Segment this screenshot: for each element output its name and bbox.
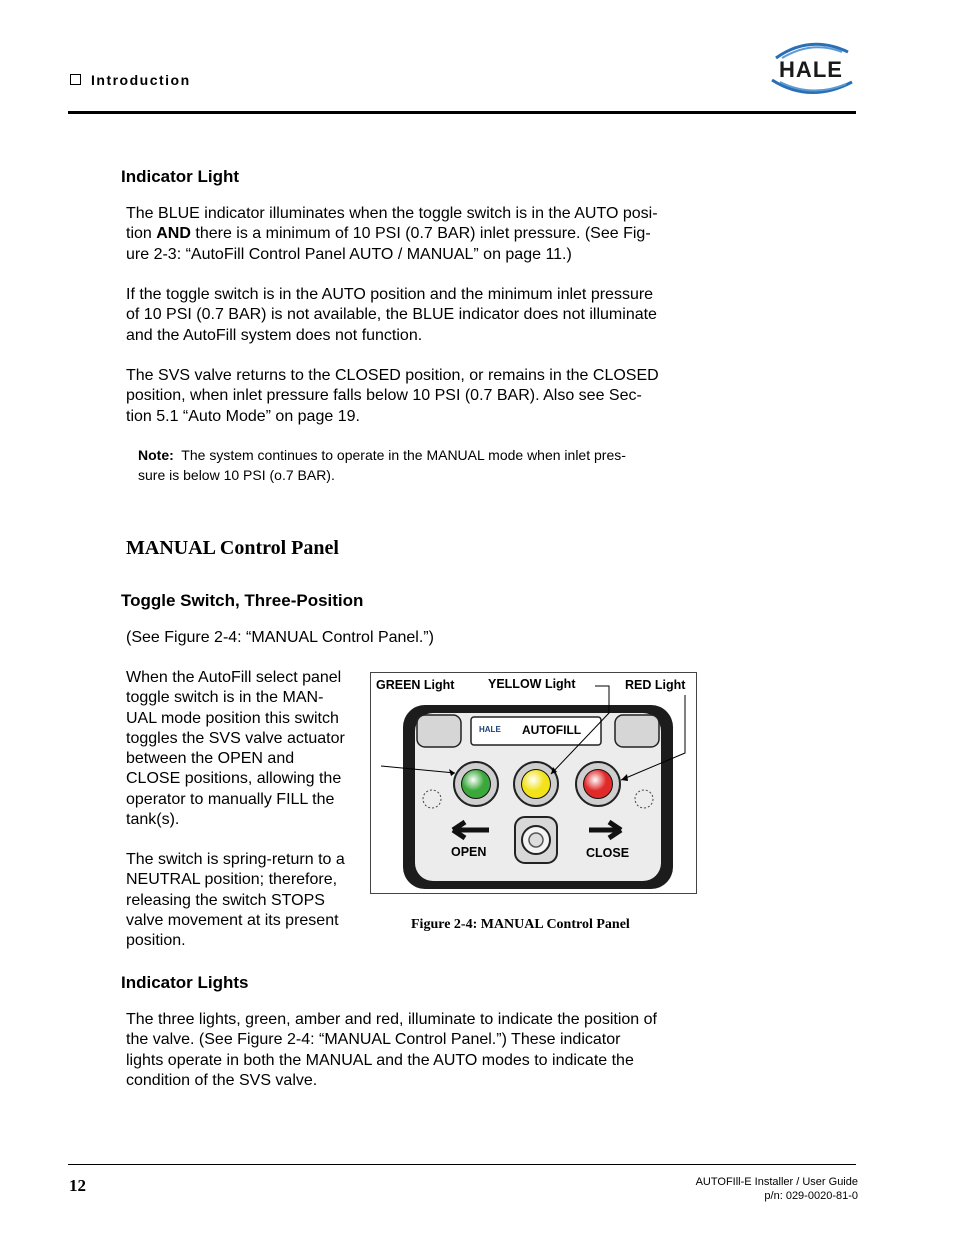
note-label: Note: bbox=[138, 447, 174, 463]
text-line: tank(s). bbox=[126, 811, 180, 829]
text-line: toggles the SVS valve actuator bbox=[126, 729, 345, 747]
text-line: operator to manually FILL the bbox=[126, 790, 335, 808]
paragraph-toggle-auto bbox=[126, 285, 657, 346]
badge-logo: HALE bbox=[479, 725, 501, 734]
note-line bbox=[138, 446, 626, 466]
text-line: CLOSE positions, allowing the bbox=[126, 770, 342, 788]
text-line: and the AutoFill system does not function. bbox=[126, 326, 423, 344]
hale-logo bbox=[762, 38, 858, 98]
text-line: The three lights, green, amber and red, illuminate to indicate the position of bbox=[126, 1011, 657, 1028]
green-light-label: GREEN Light bbox=[376, 678, 455, 692]
text-line: The switch is spring-return to a bbox=[126, 851, 345, 868]
text-line: position, when inlet pressure falls below 10 PSI (0.7 BAR). Also see Sec- bbox=[126, 387, 642, 405]
heading-manual-control-panel: MANUAL Control Panel bbox=[126, 537, 339, 559]
text-line: valve movement at its present bbox=[126, 911, 339, 929]
yellow-light-label: YELLOW Light bbox=[488, 677, 576, 691]
running-header bbox=[70, 72, 191, 88]
text-line: The BLUE indicator illuminates when the toggle switch is in the AUTO posi- bbox=[126, 205, 658, 222]
footer-doc-title: AUTOFIll-E Installer / User Guide bbox=[695, 1176, 858, 1188]
figure-caption: Figure 2-4: MANUAL Control Panel bbox=[411, 917, 630, 932]
text-line: NEUTRAL position; therefore, bbox=[126, 871, 338, 889]
footer-rule bbox=[68, 1164, 856, 1165]
text-line: tion 5.1 “Auto Mode” on page 19. bbox=[126, 407, 360, 425]
note-text: The system continues to operate in the MANUAL mode when inlet pres- bbox=[173, 447, 626, 463]
text-line bbox=[126, 224, 658, 244]
text-line: toggle switch is in the MAN- bbox=[126, 689, 324, 707]
text-run: there is a minimum of 10 PSI (0.7 BAR) inlet pressure. (See Fig- bbox=[190, 225, 651, 243]
header-rule bbox=[68, 111, 856, 114]
text-line: ure 2-3: “AutoFill Control Panel AUTO / MANUAL” on page 11.) bbox=[126, 245, 572, 263]
page-number: 12 bbox=[69, 1176, 86, 1195]
text-line: lights operate in both the MANUAL and the AUTO modes to indicate the bbox=[126, 1051, 634, 1069]
text-line: condition of the SVS valve. bbox=[126, 1071, 318, 1089]
text-run: tion bbox=[126, 225, 157, 243]
text-line: of 10 PSI (0.7 BAR) is not available, the BLUE indicator does not illuminate bbox=[126, 306, 657, 324]
note-block bbox=[138, 446, 626, 485]
note-line: sure is below 10 PSI (o.7 BAR). bbox=[138, 466, 335, 483]
paragraph-three-lights bbox=[126, 1010, 657, 1091]
text-line: The SVS valve returns to the CLOSED position, or remains in the CLOSED bbox=[126, 367, 659, 384]
heading-toggle-switch: Toggle Switch, Three-Position bbox=[121, 591, 364, 610]
text-line: If the toggle switch is in the AUTO position and the minimum inlet pressure bbox=[126, 286, 654, 303]
checkbox-bullet-icon bbox=[70, 74, 81, 85]
close-label: CLOSE bbox=[586, 846, 630, 860]
see-figure-text: (See Figure 2-4: “MANUAL Control Panel.”) bbox=[126, 629, 434, 646]
text-line: When the AutoFill select panel bbox=[126, 669, 342, 686]
green-light bbox=[461, 769, 491, 799]
paragraph-blue-indicator bbox=[126, 204, 658, 265]
paragraph-spring-return bbox=[126, 850, 345, 951]
text-line: between the OPEN and bbox=[126, 750, 295, 768]
section-label: Introduction bbox=[91, 72, 191, 88]
paragraph-svs-valve bbox=[126, 366, 659, 427]
text-line: UAL mode position this switch bbox=[126, 709, 339, 727]
figure-manual-control-panel bbox=[370, 672, 697, 894]
hale-logo-text: HALE bbox=[779, 57, 843, 82]
red-light-label: RED Light bbox=[625, 678, 686, 692]
text-line: the valve. (See Figure 2-4: “MANUAL Control Panel.”) These indicator bbox=[126, 1031, 621, 1049]
yellow-light bbox=[521, 769, 551, 799]
badge-text: AUTOFILL bbox=[522, 723, 582, 737]
paragraph-manual-toggle bbox=[126, 668, 345, 830]
bold-text: AND bbox=[156, 225, 191, 243]
open-label: OPEN bbox=[451, 845, 487, 859]
footer-part-number: p/n: 029-0020-81-0 bbox=[764, 1190, 858, 1202]
red-light bbox=[583, 769, 613, 799]
text-line: releasing the switch STOPS bbox=[126, 891, 325, 909]
footer-doc-info bbox=[696, 1175, 858, 1203]
heading-indicator-light: Indicator Light bbox=[121, 167, 240, 186]
text-line: position. bbox=[126, 932, 186, 950]
heading-indicator-lights: Indicator Lights bbox=[121, 973, 249, 992]
